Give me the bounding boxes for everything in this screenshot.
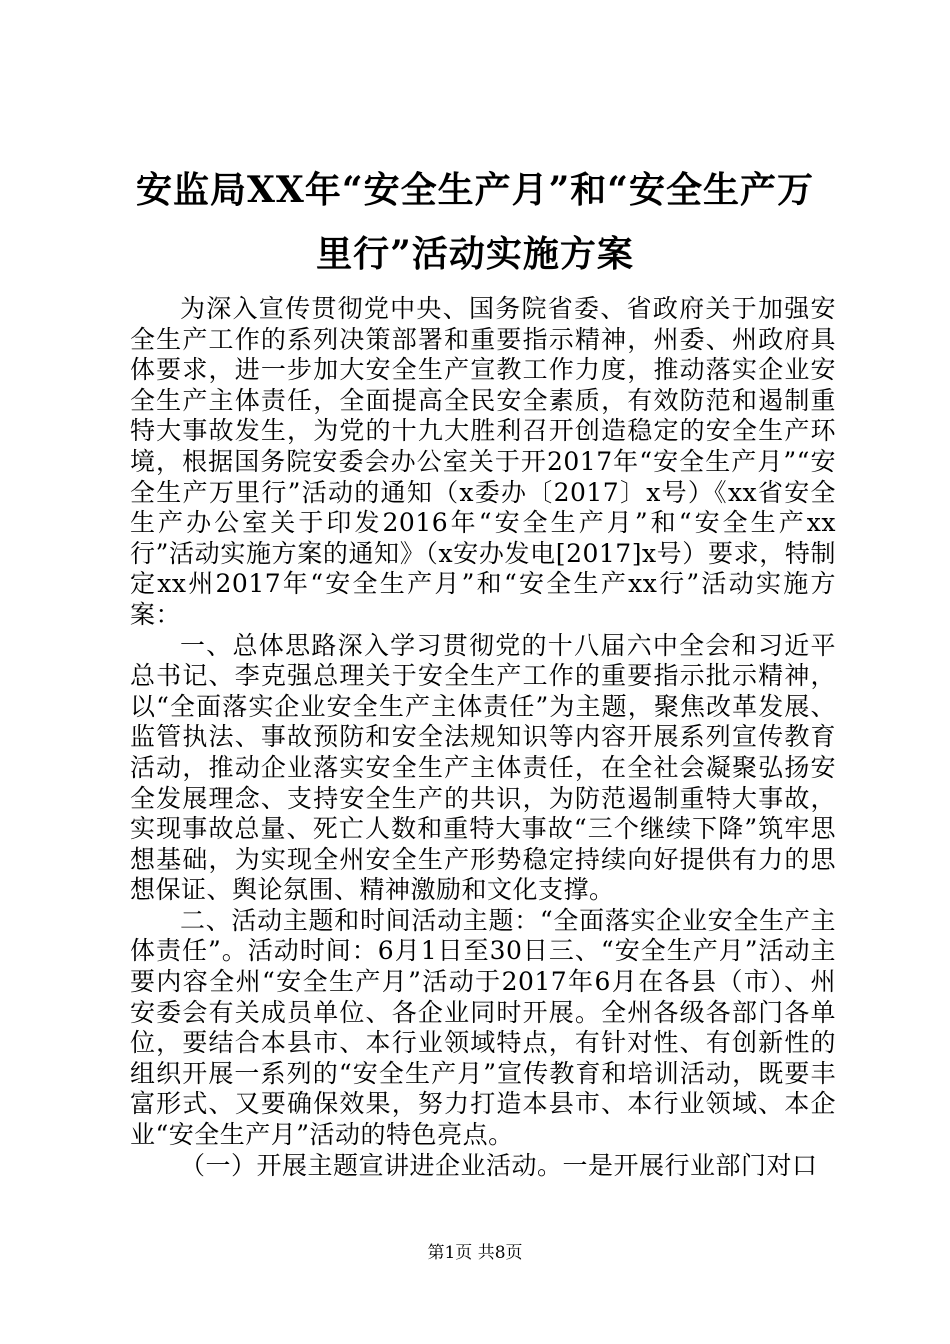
paragraph-general-idea: 一、总体思路深入学习贯彻党的十八届六中全会和习近平总书记、李克强总理关于安全生产工作的重要指示批示精神，以“全面落实企业安全生产主体责任”为主题，聚焦改革发展、监管执法、事故预防和安全法规知识等内容开展系列宣传教育活动，推动企业落实安全生产主体责任，在全社会凝聚弘扬安全发展理念、支持安全生产的共识，为防范遏制重特大事故，实现事故总量、死亡人数和重特大事故“三个继续下降”筑牢思想基础，为实现全州安全生产形势稳定持续向好提供有力的思想保证、舆论氛围、精神激励和文化支撑。 <box>130 630 836 905</box>
paragraph-section-one: （一）开展主题宣讲进企业活动。一是开展行业部门对口 <box>180 1150 818 1180</box>
paragraph-intro: 为深入宣传贯彻党中央、国务院省委、省政府关于加强安全生产工作的系列决策部署和重要指示精神，州委、州政府具体要求，进一步加大安全生产宣教工作力度，推动落实企业安全生产主体责任，全面提高全民安全素质，有效防范和遏制重特大事故发生，为党的十九大胜利召开创造稳定的安全生产环境，根据国务院安委会办公室关于开2017年“安全生产月”“安全生产万里行”活动的通知（x委办〔2017〕x号）《xx省安全生产办公室关于印发2016年“安全生产月”和“安全生产xx行”活动实施方案的通知》（x安办发电[2017]x号）要求，特制定xx州2017年“安全生产月”和“安全生产xx行”活动实施方案： <box>130 294 836 629</box>
paragraph-theme-and-time: 二、活动主题和时间活动主题：“全面落实企业安全生产主体责任”。活动时间：6月1日至30日三、“安全生产月”活动主要内容全州“安全生产月”活动于2017年6月在各县（市）、州安委会有关成员单位、各企业同时开展。全州各级各部门各单位，要结合本县市、本行业领域特点，有针对性、有创新性的组织开展一系列的“安全生产月”宣传教育和培训活动，既要丰富形式、又要确保效果，努力打造本县市、本行业领域、本企业“安全生产月”活动的特色亮点。 <box>130 905 836 1150</box>
page-number-footer: 第1页 共8页 <box>427 1243 523 1263</box>
document-body <box>130 294 836 1181</box>
document-title: 安监局XX年“安全生产月”和“安全生产万里行”活动实施方案 <box>136 169 814 275</box>
